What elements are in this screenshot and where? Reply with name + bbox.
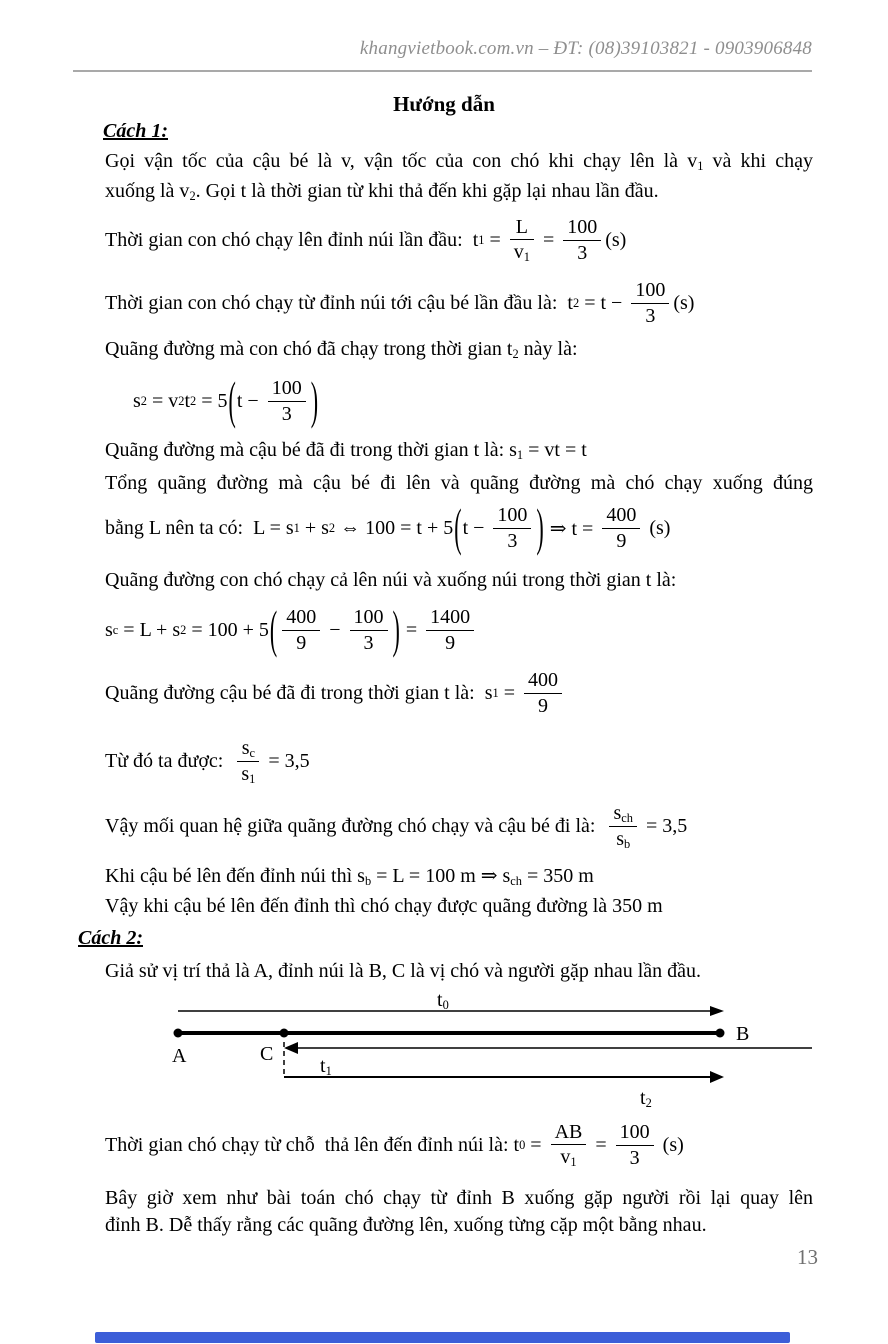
subscript: 2 [645, 1096, 652, 1111]
text-run: Thời gian con chó chạy lên đỉnh núi lần đầu: t [105, 228, 479, 251]
text-run: AB [554, 1121, 583, 1144]
text-run: 3 [645, 304, 656, 327]
text-run: = [590, 1133, 612, 1156]
subscript: 2 [512, 347, 519, 362]
text-run: này là: [518, 338, 578, 360]
fraction [268, 377, 306, 425]
fraction-numerator [563, 216, 601, 240]
text-run: = vt = t [523, 439, 587, 461]
text-run: 3 [363, 631, 374, 654]
text-run: s [105, 618, 113, 641]
text-line [105, 177, 813, 205]
text-line [105, 436, 813, 464]
subscript: 1 [516, 448, 524, 463]
text-run: bằng L nên ta có: L = s [105, 516, 294, 539]
text-run: = 350 m [522, 865, 594, 887]
point-C-dot [280, 1029, 289, 1038]
fraction [350, 606, 388, 654]
diagram-label-A: A [172, 1045, 187, 1067]
text-run: đỉnh B. Dễ thấy rằng các quãng đường lên, xuống từng cặp một bằng nhau. [105, 1214, 707, 1236]
fraction-numerator [609, 802, 637, 827]
fraction-denominator [524, 694, 562, 717]
subscript: 2 [328, 520, 336, 535]
text-run: ⇒ t = [544, 517, 599, 540]
text-run: s [616, 827, 624, 850]
fraction-numerator [493, 504, 531, 528]
text-run: v [560, 1146, 571, 1169]
fraction [282, 606, 320, 654]
fraction-denominator [426, 631, 474, 654]
text-run: + s [299, 516, 329, 539]
fraction-numerator [237, 737, 259, 762]
text-run: (s) [644, 516, 671, 539]
text-run: v [513, 241, 524, 264]
diagram-label-C: C [260, 1043, 274, 1065]
equation-line [105, 793, 687, 859]
text-run: 100 [619, 1121, 650, 1144]
text-run: Quãng đường con chó chạy cả lên núi và xuống núi trong thời gian t là: [105, 569, 677, 591]
fraction-numerator [426, 606, 474, 630]
diagram-label-t1 [320, 1054, 332, 1078]
fraction-denominator [237, 762, 259, 786]
text-run: Giả sử vị trí thả là A, đỉnh núi là B, C là vị chó và người gặp nhau lần đầu. [105, 960, 702, 982]
text-run: (s) [657, 1133, 684, 1156]
text-run: t [437, 989, 443, 1011]
big-paren: ) [310, 370, 319, 430]
text-run: 9 [296, 631, 307, 654]
t2-arrowhead-right-icon [710, 1071, 724, 1083]
fraction-denominator [631, 304, 669, 327]
text-run: L [515, 216, 528, 239]
fraction [563, 216, 601, 264]
text-line [105, 892, 813, 920]
text-run: Gọi vận tốc của cậu bé là v, vận tốc của con chó khi chạy lên là v [105, 150, 698, 172]
text-run: 3 [577, 241, 588, 264]
text-run: = [400, 618, 423, 641]
text-line [105, 147, 813, 175]
text-run: Thời gian con chó chạy từ đỉnh núi tới cậu bé lần đầu là: t [105, 291, 573, 314]
fraction-numerator [510, 216, 534, 240]
page-number: 13 [797, 1245, 818, 1269]
fraction-numerator [602, 504, 640, 528]
text-run: t − [236, 389, 264, 412]
text-run: = L + s [118, 618, 181, 641]
subscript: c [249, 746, 255, 761]
subscript: 1 [249, 771, 256, 786]
subscript: 1 [293, 520, 300, 535]
subscript: 0 [519, 1137, 526, 1152]
text-run: Thời gian chó chạy từ chỗ thả lên đến đỉnh núi là: t [105, 1133, 520, 1156]
big-paren: ) [536, 497, 544, 557]
subscript: 2 [140, 393, 147, 408]
fraction [237, 737, 259, 785]
fraction-denominator [551, 1145, 587, 1169]
motion-diagram [0, 1005, 888, 1085]
subscript: 2 [178, 393, 185, 408]
subscript: 1 [697, 159, 704, 174]
fraction-denominator [510, 240, 534, 264]
text-line [105, 469, 813, 497]
text-run: 400 [527, 669, 558, 692]
text-run: xuống là v [105, 180, 190, 202]
section-heading-cach-2: Cách 2: [78, 927, 143, 949]
text-run: ⇔ 100 = t + 5 [335, 516, 454, 539]
subscript: 1 [478, 232, 485, 247]
equation-line [105, 271, 694, 335]
text-run: 100 [567, 216, 598, 239]
fraction-denominator [609, 827, 637, 851]
text-run: = t − [579, 291, 628, 314]
fraction-numerator [282, 606, 320, 630]
text-run: = [498, 681, 520, 704]
text-line [105, 566, 813, 594]
text-run: Quãng đường mà con chó đã chạy trong thời gian t [105, 338, 513, 360]
text-run: 400 [606, 504, 637, 527]
equation-line [105, 1112, 684, 1178]
fraction-denominator [602, 529, 640, 552]
text-run: Vậy khi cậu bé lên đến đỉnh thì chó chạy được quãng đường là 350 m [105, 895, 663, 917]
text-run: s [241, 762, 250, 785]
subscript: 1 [325, 1064, 332, 1079]
text-run: s [241, 737, 250, 759]
fraction [493, 504, 531, 552]
text-run: 9 [445, 631, 456, 654]
subscript: 1 [492, 685, 499, 700]
text-run: = [537, 228, 560, 251]
text-run: 100 [635, 279, 666, 302]
fraction [426, 606, 474, 654]
text-run: 100 [497, 504, 528, 527]
fraction [616, 1121, 654, 1169]
fraction [602, 504, 640, 552]
text-run: Tổng quãng đường mà cậu bé đi lên và quãng đường mà chó chạy xuống đúng [105, 472, 813, 494]
subscript: 1 [523, 250, 530, 265]
text-run: = 5 [196, 389, 228, 412]
fraction-denominator [282, 631, 320, 654]
big-paren: ) [392, 599, 400, 659]
fraction-denominator [268, 402, 306, 425]
fraction-numerator [524, 669, 562, 693]
subscript: b [364, 874, 372, 889]
text-run: − [324, 618, 346, 641]
text-run: = v [147, 389, 179, 412]
big-paren: ( [228, 370, 236, 430]
subscript: ch [621, 811, 633, 826]
page-title: Hướng dẫn [393, 92, 495, 116]
subscript: 2 [180, 622, 187, 637]
subscript: c [112, 622, 119, 637]
text-run: 3 [281, 402, 292, 425]
text-run: 3 [507, 529, 518, 552]
point-A-dot [174, 1029, 183, 1038]
text-run: 100 [271, 377, 302, 400]
text-run: t [640, 1087, 646, 1109]
text-run: Quãng đường mà cậu bé đã đi trong thời gian t là: s [105, 439, 517, 461]
section-heading-cach-1: Cách 1: [103, 120, 168, 142]
fraction [524, 669, 562, 717]
fraction-denominator [616, 1146, 654, 1169]
fraction-numerator [616, 1121, 654, 1145]
text-run: t [184, 389, 191, 412]
text-run: Từ đó ta được: [105, 749, 234, 772]
text-run: = [484, 228, 506, 251]
equation-line [105, 661, 566, 725]
subscript: 2 [190, 393, 197, 408]
text-run: 3 [629, 1146, 640, 1169]
header-website-contact: khangvietbook.com.vn – ĐT: (08)39103821 - 0903906848 [359, 38, 812, 59]
equation-line [105, 596, 478, 664]
subscript: 2 [572, 295, 580, 310]
reading-progress-bar [95, 1332, 790, 1343]
text-run: t − [462, 516, 490, 539]
text-run: (s) [673, 291, 695, 314]
text-run: 1400 [430, 606, 471, 629]
subscript: 1 [570, 1155, 577, 1170]
t0-arrowhead-right-icon [710, 1006, 724, 1016]
fraction-numerator [631, 279, 669, 303]
point-B-dot [716, 1029, 725, 1038]
text-run: Quãng đường cậu bé đã đi trong thời gian t là: s [105, 681, 493, 704]
text-run: Khi cậu bé lên đến đỉnh núi thì s [105, 865, 365, 887]
subscript: b [624, 836, 631, 851]
subscript: 2 [189, 189, 196, 204]
fraction-denominator [493, 529, 531, 552]
text-run: . Gọi t là thời gian từ khi thả đến khi gặp lại nhau lần đầu. [195, 180, 659, 202]
text-run: = 3,5 [263, 749, 310, 772]
text-run: Bây giờ xem như bài toán chó chạy từ đỉnh B xuống gặp người rồi lại quay lên [105, 1187, 813, 1209]
fraction-denominator [563, 241, 601, 264]
subscript: ch [510, 874, 522, 889]
subscript: 0 [442, 998, 449, 1013]
text-run: = 100 + 5 [186, 618, 269, 641]
diagram-label-t2 [640, 1086, 652, 1110]
text-run: = [525, 1133, 547, 1156]
text-line [105, 1184, 813, 1212]
text-line [105, 335, 813, 363]
text-run: và khi chạy [703, 150, 814, 172]
big-paren: ( [269, 599, 278, 659]
text-run: = 3,5 [640, 814, 688, 837]
equation-line [105, 208, 626, 272]
text-line [105, 862, 813, 890]
fraction-numerator [268, 377, 306, 401]
text-run: 400 [286, 606, 317, 629]
text-run: (s) [605, 228, 627, 251]
fraction [631, 279, 669, 327]
text-run: Vậy mối quan hệ giữa quãng đường chó chạy và cậu bé đi là: [105, 814, 606, 837]
fraction [609, 802, 637, 850]
text-line [105, 1211, 813, 1239]
text-line [105, 957, 813, 985]
text-run: = L = 100 m ⇒ s [371, 865, 511, 887]
fraction-numerator [350, 606, 388, 630]
text-run: s [133, 389, 141, 412]
t1-arrowhead-left-icon [284, 1042, 298, 1054]
header-rule [73, 70, 812, 72]
fraction [551, 1121, 587, 1169]
text-run: s [613, 802, 622, 824]
text-run: t [320, 1055, 326, 1077]
equation-line [105, 728, 310, 794]
fraction-denominator [350, 631, 388, 654]
equation-line [133, 372, 319, 430]
fraction [510, 216, 534, 264]
big-paren: ( [454, 497, 462, 557]
fraction-numerator [551, 1121, 587, 1145]
text-run: 100 [353, 606, 384, 629]
text-run: 9 [537, 694, 548, 717]
text-run: 9 [616, 529, 627, 552]
equation-line [105, 496, 670, 560]
diagram-label-B: B [736, 1023, 750, 1045]
